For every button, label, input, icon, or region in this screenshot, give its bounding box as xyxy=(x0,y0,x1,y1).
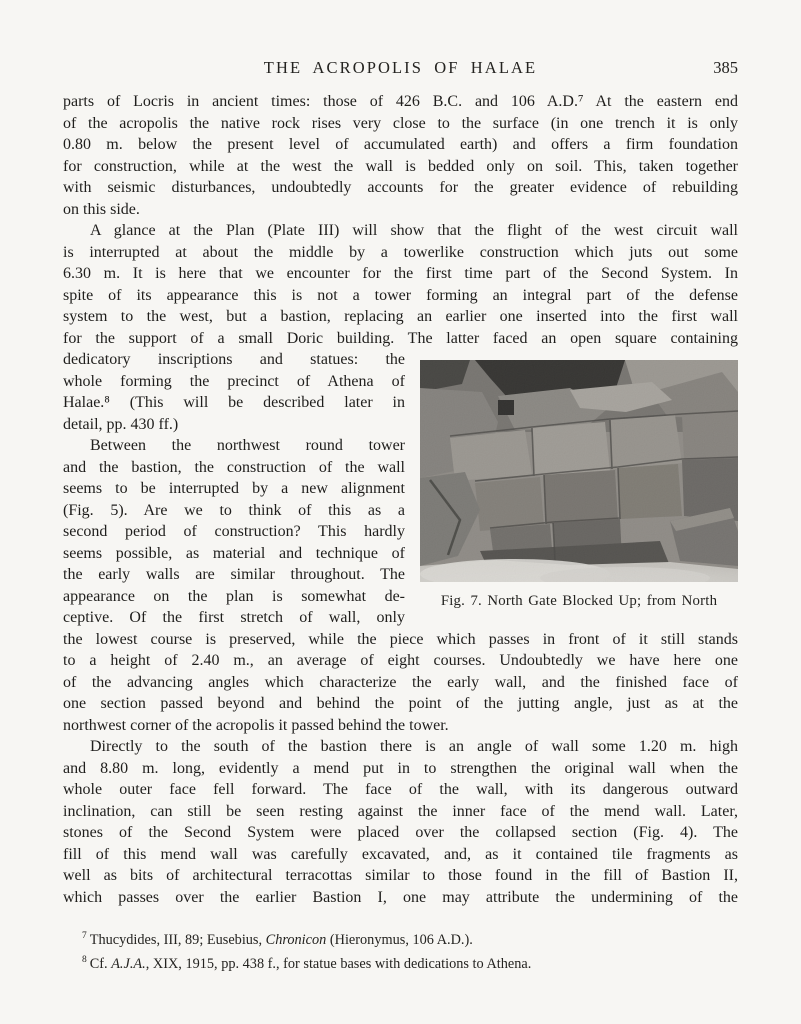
footnote-8-marker: 8 xyxy=(82,954,87,965)
text-line: the lowest course is preserved, while the piece which passes in front of it still stands xyxy=(63,630,738,648)
text-line: which passes over the earlier Bastion I, one may attribute the undermining of the xyxy=(63,888,738,906)
stone-wall-photo-illustration xyxy=(420,360,738,582)
text-and-figure-section xyxy=(63,349,738,629)
text-line: appearance on the plan is somewhat de- xyxy=(63,587,405,605)
text-line: second period of construction? This hardly xyxy=(63,523,405,540)
narrow-text-column xyxy=(63,349,405,629)
text-line: system to the west, but a bastion, replacing an earlier one inserted into the first wall xyxy=(63,308,738,325)
text-line: 6.30 m. It is here that we encounter for the first time part of the Second System. In xyxy=(63,265,738,282)
footnote-8-italic-title: A.J.A. xyxy=(111,955,146,972)
footnote-8-text: Cf. xyxy=(89,955,112,972)
paragraph-1 xyxy=(63,91,738,220)
text-line: inclination, can still be seen resting against the inner face of the mend wall. Later, xyxy=(63,802,738,820)
text-line: seems to be interrupted by a new alignment xyxy=(63,480,405,497)
page-content xyxy=(63,58,738,976)
figure-caption: Fig. 7. North Gate Blocked Up; from North xyxy=(440,593,718,609)
text-line: stones of the Second System were placed over the collapsed section (Fig. 4). The xyxy=(63,824,738,841)
text-line: one section passed beyond and behind the point of the jutting angle, just as at the xyxy=(63,695,738,712)
footnote-7-text: Thucydides, III, 89; Eusebius, xyxy=(89,932,266,948)
text-line: the early walls are similar throughout. The xyxy=(63,566,405,583)
text-line: seems possible, as material and technique of xyxy=(63,544,405,562)
text-line: Between the northwest round tower xyxy=(90,437,405,454)
text-line: of the advancing angles which characterize the early wall, and the finished face of xyxy=(63,673,738,691)
text-line: parts of Locris in ancient times: those of 426 B.C. and 106 A.D.⁷ At the eastern end xyxy=(63,93,738,110)
text-line: whole outer face fell forward. The face of the wall, with its dangerous outward xyxy=(63,781,738,798)
text-line: fill of this mend wall was carefully excavated, and, as it contained tile fragments as xyxy=(63,845,738,863)
text-line: Halae.⁸ (This will be described later in xyxy=(63,394,405,411)
footnote-7-text-end: (Hieronymus, 106 A.D.). xyxy=(326,932,473,948)
figure-7 xyxy=(420,349,738,610)
footnote-8-text-end: , XIX, 1915, pp. 438 f., for statue bases with dedications to Athena. xyxy=(145,955,532,972)
text-line: with seismic disturbances, undoubtedly accounts for the greater evidence of rebuilding xyxy=(63,179,738,196)
footnote-8 xyxy=(82,953,738,977)
figure-photo xyxy=(420,360,738,582)
running-head xyxy=(63,58,738,79)
paragraph-2 xyxy=(63,220,738,349)
text-line: Directly to the south of the bastion there is an angle of wall some 1.20 m. high xyxy=(90,738,738,755)
text-line: for the support of a small Doric building. The latter faced an open square containing xyxy=(63,329,738,347)
paragraph-4 xyxy=(63,736,738,908)
text-line: on this side. xyxy=(63,200,140,218)
text-line: well as bits of architectural terracottas similar to those found in the fill of Bastion II, xyxy=(63,867,738,884)
text-line: spite of its appearance this is not a tower forming an integral part of the defense xyxy=(63,286,738,304)
text-line: is interrupted at about the middle by a towerlike construction which juts out some xyxy=(63,243,738,261)
paragraph-3-continuation xyxy=(63,629,738,737)
text-line: for construction, while at the west the wall is bedded only on soil. This, taken together xyxy=(63,157,738,175)
text-line: ceptive. Of the first stretch of wall, only xyxy=(63,609,405,626)
text-line: A glance at the Plan (Plate III) will show that the flight of the west circuit wall xyxy=(90,222,738,239)
text-line: of the acropolis the native rock rises very close to the surface (in one trench it is only xyxy=(63,114,738,132)
text-line: to a height of 2.40 m., an average of eight courses. Undoubtedly we have here one xyxy=(63,652,738,669)
text-line: and the bastion, the construction of the wall xyxy=(63,458,405,476)
text-line: northwest corner of the acropolis it passed behind the tower. xyxy=(63,716,449,734)
page-title: THE ACROPOLIS OF HALAE xyxy=(263,58,538,77)
text-line: 0.80 m. below the present level of accumulated earth) and offers a firm foundation xyxy=(63,136,738,153)
footnote-7 xyxy=(82,929,738,953)
text-line: whole forming the precinct of Athena of xyxy=(63,372,405,390)
text-line: and 8.80 m. long, evidently a mend put in to strengthen the original wall when the xyxy=(63,759,738,777)
text-line: dedicatory inscriptions and statues: the xyxy=(63,351,405,368)
text-line: detail, pp. 430 ff.) xyxy=(63,415,179,433)
footnote-7-marker: 7 xyxy=(82,931,87,942)
page-number: 385 xyxy=(713,58,738,77)
footnote-7-italic-title: Chronicon xyxy=(265,932,327,948)
text-line: (Fig. 5). Are we to think of this as a xyxy=(63,501,405,519)
footnotes xyxy=(63,929,738,976)
